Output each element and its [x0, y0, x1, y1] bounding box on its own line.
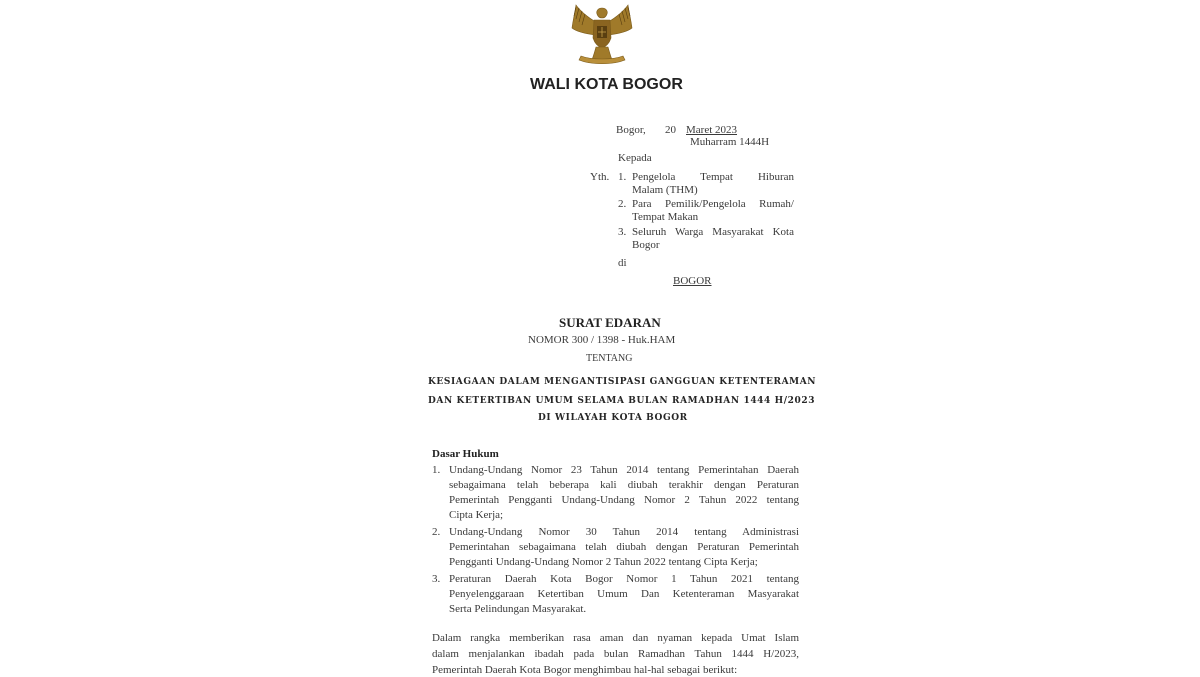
- legal-basis-heading: Dasar Hukum: [432, 448, 499, 460]
- date-hijri: Muharram 1444H: [690, 136, 770, 148]
- legal-item-line: Undang-Undang Nomor 30 Tahun 2014 tentang Administrasi: [449, 526, 799, 538]
- body-line: Dalam rangka memberikan rasa aman dan nyaman kepada Umat Islam: [432, 632, 799, 644]
- legal-item-line: Penyelenggaraan Ketertiban Umum Dan Ketenteraman Masyarakat: [449, 588, 799, 600]
- recipient-line: Pengelola Tempat Hiburan: [632, 171, 794, 183]
- recipients-city: BOGOR: [673, 275, 712, 287]
- legal-item-num: 2.: [432, 526, 441, 538]
- legal-item-line: Pemerintah Pengganti Undang-Undang Nomor 2 Tahun 2022 tentang: [449, 494, 799, 506]
- recipients-yth: Yth.: [590, 171, 610, 183]
- legal-item-line: Pemerintahan sebagaimana telah diubah dengan Peraturan Pemerintah: [449, 541, 799, 553]
- recipient-line: Tempat Makan: [632, 211, 699, 223]
- recipients-kepada: Kepada: [618, 152, 652, 164]
- recipient-line: Seluruh Warga Masyarakat Kota: [632, 226, 794, 238]
- legal-item-line: Pengganti Undang-Undang Nomor 2 Tahun 2022 tentang Cipta Kerja;: [449, 556, 758, 568]
- letter-tentang: TENTANG: [586, 353, 633, 364]
- date-day: 20: [665, 124, 676, 136]
- body-line: dalam menjalankan ibadah pada bulan Ramadhan Tahun 1444 H/2023,: [432, 648, 799, 660]
- subject-line: DI WILAYAH KOTA BOGOR: [538, 413, 688, 423]
- letter-type: SURAT EDARAN: [559, 315, 661, 330]
- legal-item-num: 1.: [432, 464, 441, 476]
- recipients-di: di: [618, 257, 627, 269]
- legal-item-line: Cipta Kerja;: [449, 509, 504, 521]
- garuda-emblem-icon: [567, 2, 637, 66]
- date-place: Bogor,: [616, 124, 646, 136]
- recipient-num: 2.: [618, 198, 627, 210]
- legal-item-line: sebagaimana telah beberapa kali diubah terakhir dengan Peraturan: [449, 479, 799, 491]
- legal-item-line: Peraturan Daerah Kota Bogor Nomor 1 Tahun 2021 tentang: [449, 573, 799, 585]
- legal-item-line: Serta Pelindungan Masyarakat.: [449, 603, 587, 615]
- subject-line: KESIAGAAN DALAM MENGANTISIPASI GANGGUAN KETENTERAMAN: [428, 377, 817, 387]
- letter-number: NOMOR 300 / 1398 - Huk.HAM: [528, 334, 676, 346]
- recipient-line: Bogor: [632, 239, 660, 251]
- recipient-num: 3.: [618, 226, 627, 238]
- recipient-num: 1.: [618, 171, 627, 183]
- subject-line: DAN KETERTIBAN UMUM SELAMA BULAN RAMADHAN 1444 H/2023: [428, 396, 816, 406]
- date-gregorian: Maret 2023: [686, 124, 738, 136]
- page-title: WALI KOTA BOGOR: [530, 76, 683, 93]
- recipient-line: Malam (THM): [632, 184, 698, 196]
- recipient-line: Para Pemilik/Pengelola Rumah/: [632, 198, 794, 210]
- legal-item-line: Undang-Undang Nomor 23 Tahun 2014 tentang Pemerintahan Daerah: [449, 464, 799, 476]
- body-line: Pemerintah Daerah Kota Bogor menghimbau hal-hal sebagai berikut:: [432, 664, 738, 676]
- legal-item-num: 3.: [432, 573, 441, 585]
